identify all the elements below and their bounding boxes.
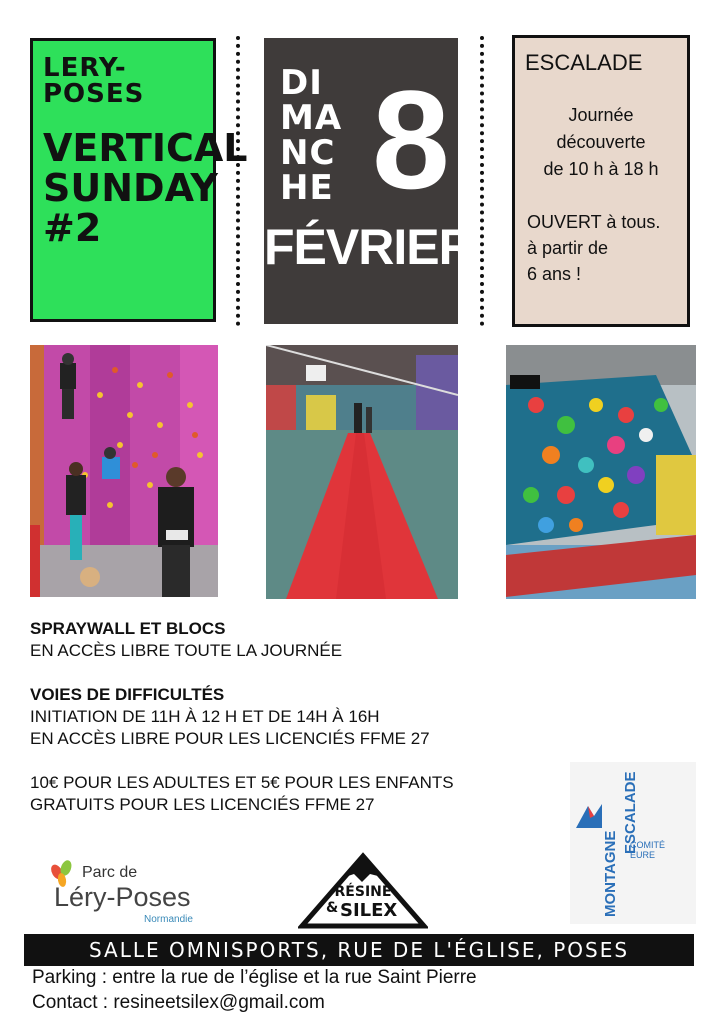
- logo-ffme-comite-eure: [570, 762, 696, 924]
- parc-line3: Normandie: [144, 914, 193, 925]
- price-line: GRATUITS POUR LES LICENCIÉS FFME 27: [30, 795, 375, 814]
- section-routes-line: EN ACCÈS LIBRE POUR LES LICENCIÉS FFME 27: [30, 729, 430, 748]
- price-line: 10€ POUR LES ADULTES ET 5€ POUR LES ENFANTS: [30, 773, 454, 792]
- day-word-line: NC: [280, 133, 336, 173]
- parc-line2: Léry-Poses: [54, 882, 191, 912]
- day-word-line: MA: [280, 98, 343, 138]
- day-number: 8: [372, 61, 450, 218]
- logo-parc-lery-poses: [48, 858, 208, 928]
- section-routes-title: VOIES DE DIFFICULTÉS: [30, 685, 225, 704]
- schedule-line: découverte: [556, 132, 646, 152]
- ffme-word-montagne: MONTAGNE: [602, 830, 619, 917]
- photo-bouldering-wall: [506, 345, 696, 599]
- activity-info-box: [512, 35, 690, 327]
- logo-resine-silex: [298, 852, 428, 930]
- section-routes-line: INITIATION DE 11H À 12 H ET DE 14H À 16H: [30, 707, 380, 726]
- event-location-text: LERY-POSES: [43, 53, 145, 109]
- ffme-mark-icon: [574, 800, 604, 830]
- schedule-line: Journée: [568, 105, 634, 125]
- venue-banner: SALLE OMNISPORTS, RUE DE L'ÉGLISE, POSES: [24, 934, 694, 966]
- event-details: [30, 618, 550, 816]
- resine-word: RÉSINE: [334, 884, 392, 900]
- ffme-word-escalade: ESCALADE: [622, 771, 639, 854]
- day-word-line: DI: [280, 63, 323, 103]
- photo-red-carpet-gym: [266, 345, 458, 599]
- day-word-line: HE: [280, 168, 334, 208]
- section-spraywall-title: SPRAYWALL ET BLOCS: [30, 619, 226, 638]
- resine-amp: &: [326, 900, 339, 916]
- audience-line: OUVERT à tous.: [527, 212, 661, 232]
- contact-info: Contact : resineetsilex@gmail.com: [32, 992, 325, 1013]
- event-date-box: [264, 38, 474, 324]
- audience-line: 6 ans !: [527, 264, 582, 284]
- audience: [525, 209, 677, 287]
- day-word: [280, 63, 343, 208]
- schedule-line: de 10 h à 18 h: [543, 159, 659, 179]
- event-location: [43, 55, 203, 107]
- section-spraywall-text: EN ACCÈS LIBRE TOUTE LA JOURNÉE: [30, 641, 343, 660]
- event-name: VERTICAL SUNDAY #2: [43, 126, 248, 250]
- silex-word: SILEX: [340, 900, 398, 921]
- ffme-comite: COMITÉ: [630, 840, 665, 850]
- event-title-box: [30, 38, 248, 322]
- ffme-eure: EURE: [630, 850, 656, 860]
- audience-line: à partir de: [527, 238, 609, 258]
- schedule: [525, 102, 677, 183]
- dotted-divider: [480, 36, 484, 326]
- parc-line1: Parc de: [82, 864, 138, 881]
- activity-title: ESCALADE: [525, 50, 643, 75]
- photo-climbing-wall: [30, 345, 218, 597]
- parking-info: Parking : entre la rue de l’église et la rue Saint Pierre: [32, 967, 477, 988]
- month: FÉVRIER: [264, 219, 474, 275]
- dotted-divider: [236, 36, 240, 326]
